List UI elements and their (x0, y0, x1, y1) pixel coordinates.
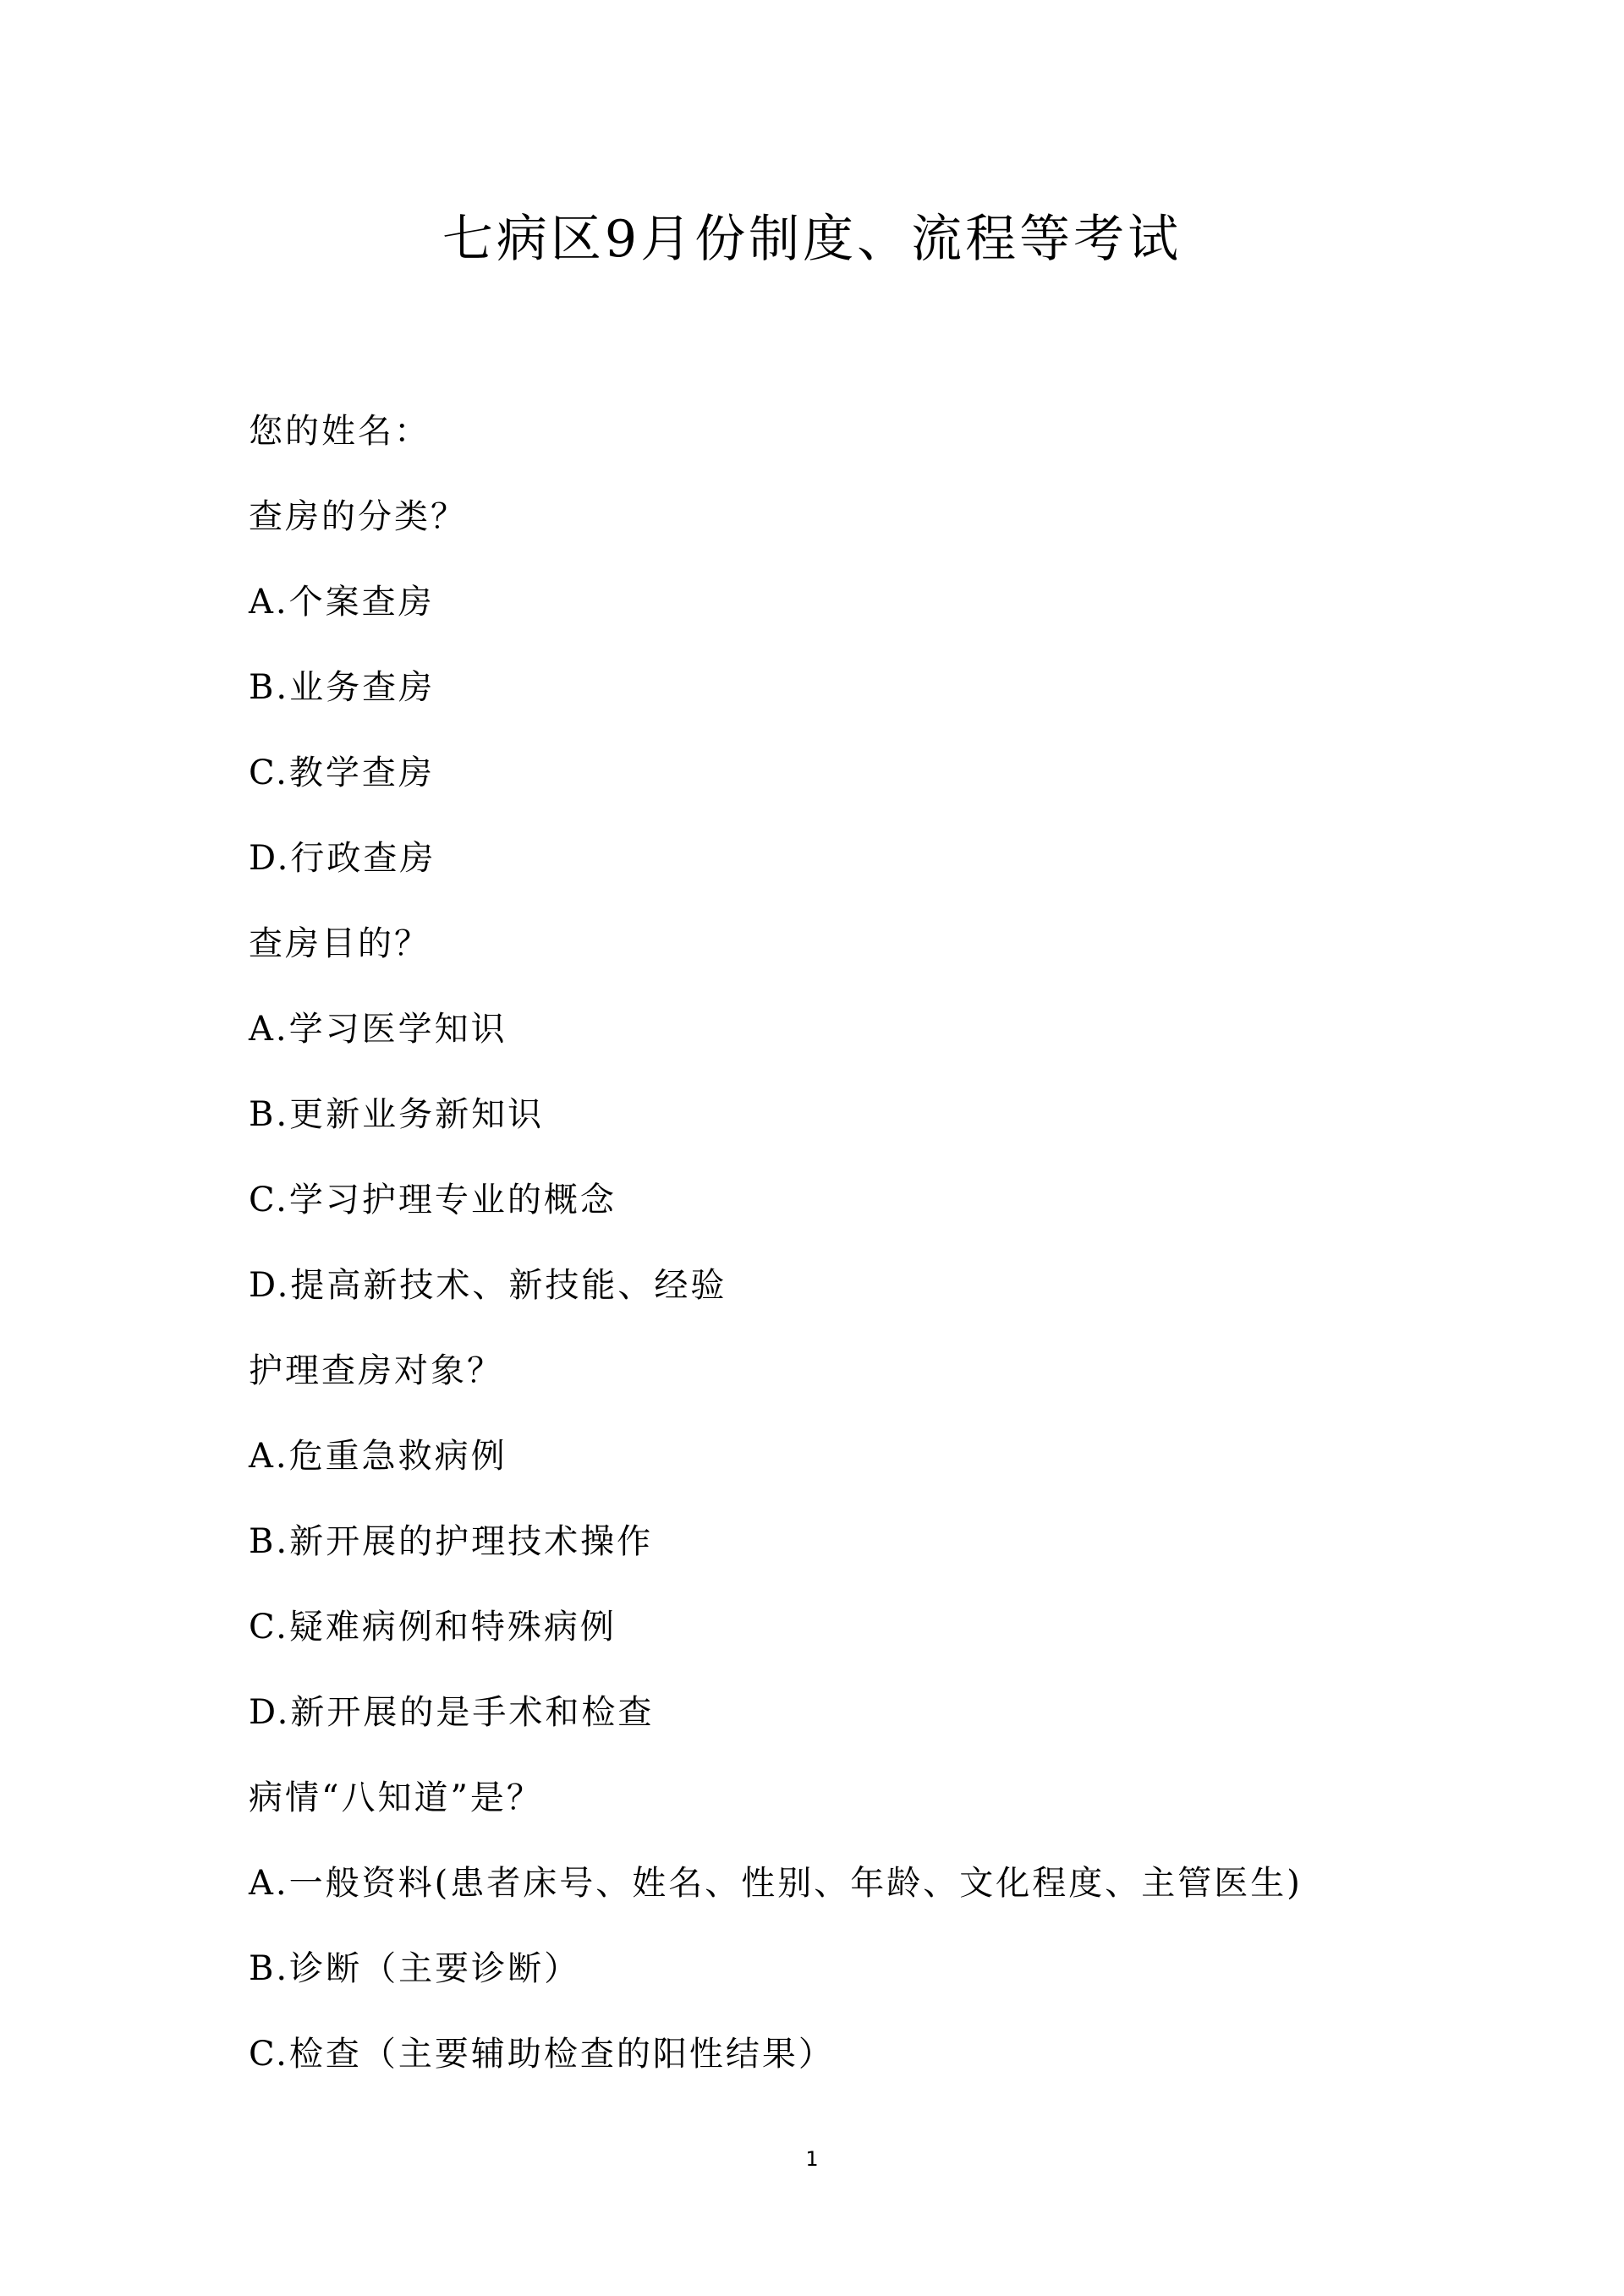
document-title: 七病区9月份制度、流程等考试 (442, 210, 1182, 269)
question-2: 查房目的？ (249, 924, 431, 963)
question-2-option-c: C.学习护理专业的概念 (249, 1181, 617, 1219)
question-3-option-a: A.危重急救病例 (249, 1437, 508, 1476)
question-4-option-b: B.诊断（主要诊断） (249, 1949, 581, 1988)
question-4: 病情“八知道”是？ (249, 1778, 543, 1817)
question-1-option-b: B.业务查房 (249, 668, 436, 707)
question-4-option-a: A.一般资料(患者床号、姓名、性别、年龄、文化程度、主管医生) (249, 1864, 1303, 1903)
name-field-label: 您的姓名： (249, 412, 431, 451)
question-1-option-c: C.教学查房 (249, 753, 435, 792)
question-1: 查房的分类？ (249, 497, 467, 536)
question-4-option-c: C.检查（主要辅助检查的阳性结果） (249, 2035, 835, 2074)
page-number: 1 (805, 2147, 819, 2171)
question-2-option-b: B.更新业务新知识 (249, 1095, 545, 1134)
question-3-option-c: C.疑难病例和特殊病例 (249, 1608, 617, 1647)
question-3-option-d: D.新开展的是手术和检查 (249, 1693, 655, 1732)
question-3: 护理查房对象？ (249, 1351, 503, 1390)
question-3-option-b: B.新开展的护理技术操作 (249, 1522, 654, 1561)
document-body (249, 389, 1433, 2097)
question-2-option-d: D.提高新技术、新技能、经验 (249, 1266, 727, 1305)
question-1-option-a: A.个案查房 (249, 583, 435, 622)
question-1-option-d: D.行政查房 (249, 839, 436, 878)
question-2-option-a: A.学习医学知识 (249, 1010, 508, 1049)
